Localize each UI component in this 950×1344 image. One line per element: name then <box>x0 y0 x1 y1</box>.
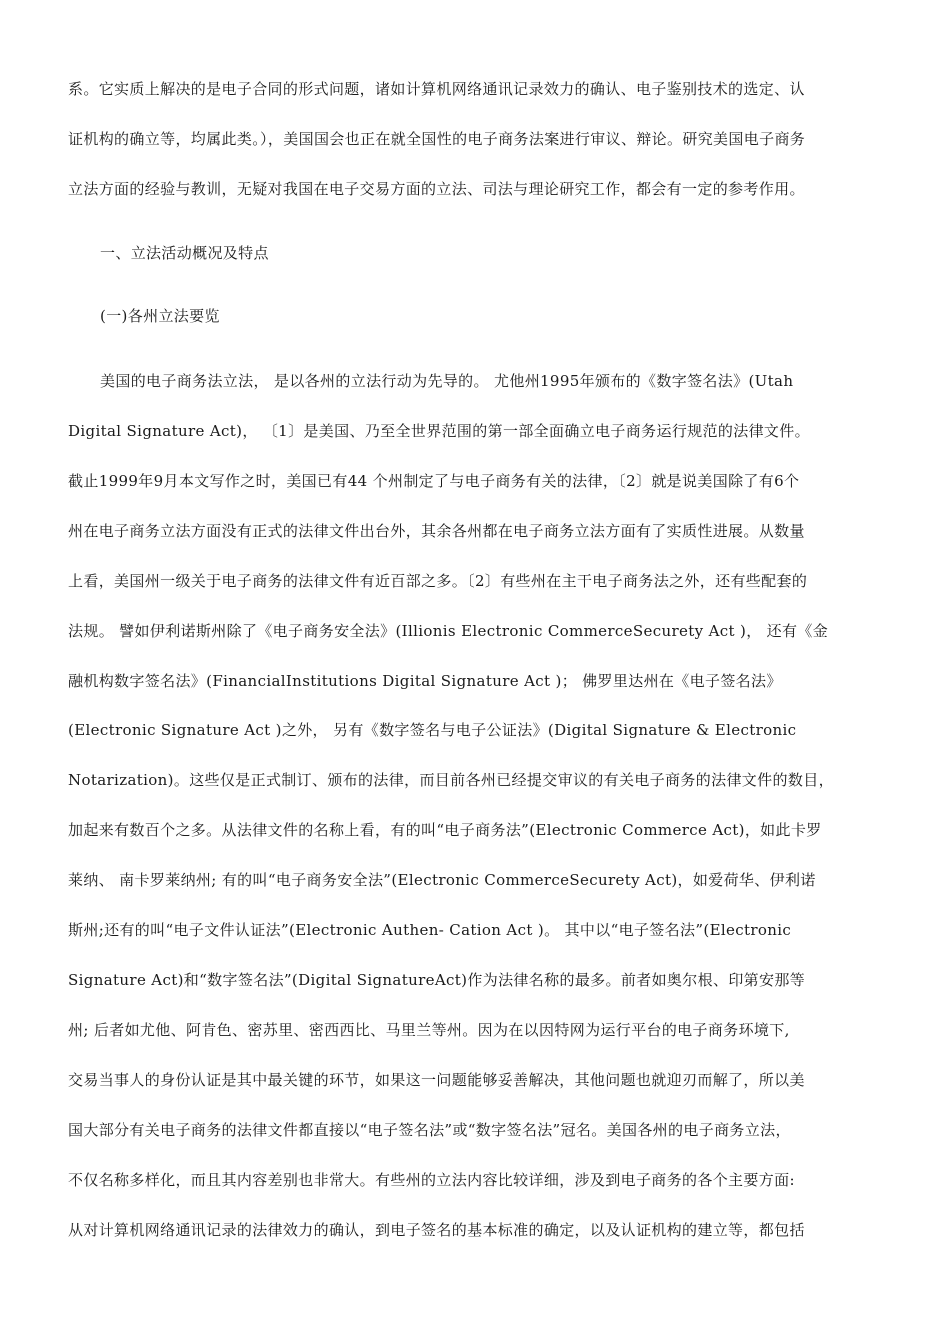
text-line: (Electronic Signature Act )之外， 另有《数字签名与电子公证法》(Digital Signature & Electronic <box>68 721 797 739</box>
text-line: 交易当事人的身份认证是其中最关键的环节，如果这一问题能够妥善解决，其他问题也就迎刃而解了，所以美 <box>68 1071 805 1089</box>
text-line: Notarization)。这些仅是正式制订、颁布的法律，而目前各州已经提交审议的有关电子商务的法律文件的数目， <box>68 771 834 789</box>
text-line: 截止1999年9月本文写作之时，美国已有44 个州制定了与电子商务有关的法律，〔2〕就是说美国除了有6个 <box>68 472 800 490</box>
text-line: 立法方面的经验与教训，无疑对我国在电子交易方面的立法、司法与理论研究工作，都会有一定的参考作用。 <box>68 180 805 198</box>
text-line: 州; 后者如尤他、阿肯色、密苏里、密西西比、马里兰等州。因为在以因特网为运行平台的电子商务环境下, <box>68 1021 790 1039</box>
text-line: 法规。 譬如伊利诺斯州除了《电子商务安全法》(Illionis Electronic CommerceSecurety Act )， 还有《金 <box>68 622 829 640</box>
section-heading: 一、立法活动概况及特点 <box>100 244 269 262</box>
text-line: 上看，美国州一级关于电子商务的法律文件有近百部之多。〔2〕有些州在主干电子商务法之外，还有些配套的 <box>68 572 808 590</box>
text-line: 莱纳、 南卡罗莱纳州; 有的叫“电子商务安全法”(Electronic CommerceSecurety Act)，如爱荷华、伊利诺 <box>68 871 816 889</box>
text-line: Signature Act)和“数字签名法”(Digital SignatureAct)作为法律名称的最多。前者如奥尔根、印第安那等 <box>68 971 806 989</box>
text-line: 斯州;还有的叫“电子文件认证法”(Electronic Authen- Cation Act )。 其中以“电子签名法”(Electronic <box>68 921 792 939</box>
text-line: 证机构的确立等，均属此类。），美国国会也正在就全国性的电子商务法案进行审议、辩论。研究美国电子商务 <box>68 130 806 148</box>
text-line: 融机构数字签名法》(FinancialInstitutions Digital Signature Act )； 佛罗里达州在《电子签名法》 <box>68 672 782 690</box>
text-line: 加起来有数百个之多。从法律文件的名称上看，有的叫“电子商务法”(Electronic Commerce Act)，如此卡罗 <box>68 821 822 839</box>
text-line: 不仅名称多样化，而且其内容差别也非常大。有些州的立法内容比较详细，涉及到电子商务的各个主要方面: <box>68 1171 795 1189</box>
text-line: 系。它实质上解决的是电子合同的形式问题，诸如计算机网络通讯记录效力的确认、电子鉴别技术的选定、认 <box>68 80 805 98</box>
text-line: 美国的电子商务法立法， 是以各州的立法行动为先导的。 尤他州1995年颁布的《数字签名法》(Utah <box>100 372 794 390</box>
text-line: 国大部分有关电子商务的法律文件都直接以“电子签名法”或“数字签名法”冠名。美国各州的电子商务立法， <box>68 1121 791 1139</box>
text-line: Digital Signature Act)， 〔1〕是美国、乃至全世界范围的第一部全面确立电子商务运行规范的法律文件。 <box>68 422 810 440</box>
text-line: 州在电子商务立法方面没有正式的法律文件出台外，其余各州都在电子商务立法方面有了实质性进展。从数量 <box>68 522 805 540</box>
subsection-heading: (一)各州立法要览 <box>100 307 220 325</box>
text-line: 从对计算机网络通讯记录的法律效力的确认，到电子签名的基本标准的确定，以及认证机构的建立等，都包括 <box>68 1221 805 1239</box>
